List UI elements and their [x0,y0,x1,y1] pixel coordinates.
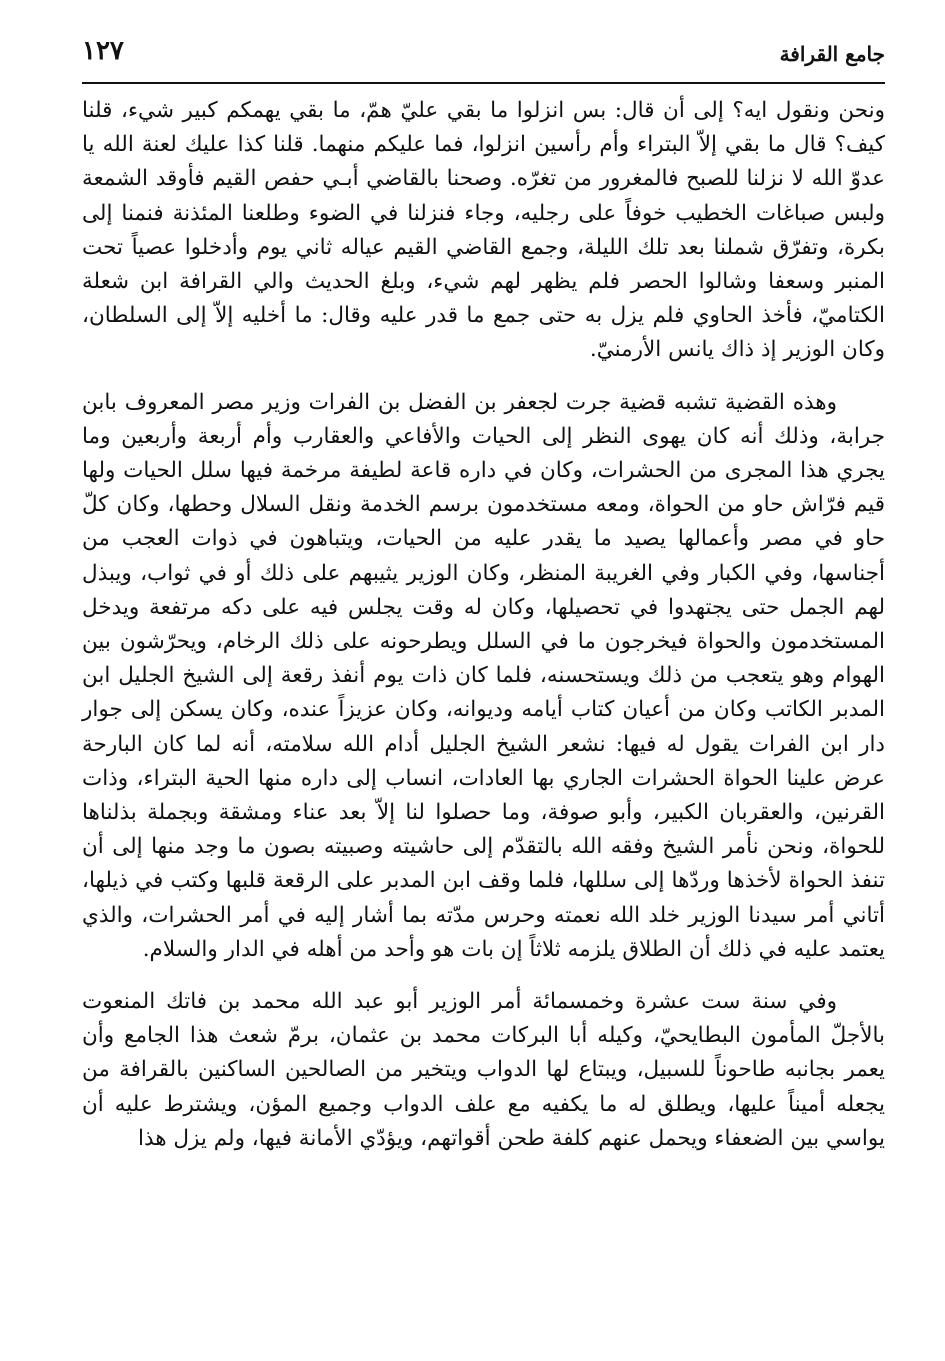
page-header [82,32,885,72]
paragraph: وفي سنة ست عشرة وخمسمائة أمر الوزير أبو عبد الله محمد بن فاتك المنعوت بالأجلّ المأمون البطايحيّ، وكيله أبا البركات محمد بن عثمان، برمّ شعث هذا الجامع وأن يعمر بجانبه طاحوناً للسبيل، ويبتاع لها الدواب ويتخير من الصالحين الساكنين بالقرافة من يجعله أميناً عليها، ويطلق له ما يكفيه مع علف الدواب وجميع المؤن، ويشترط عليه أن يواسي بين الضعفاء ويحمل عنهم كلفة طحن أقواتهم، ويؤدّي الأمانة فيها، ولم يزل هذا [82,989,885,1151]
page-number: ١٢٧ [82,36,124,66]
header-rule [82,82,885,84]
body-text [82,94,885,1156]
paragraph: ونحن ونقول ايه؟ إلى أن قال: بس انزلوا ما بقي عليّ همّ، ما بقي يهمكم كبير شيء، قلنا كيف؟ قال ما بقي إلاّ البتراء وأم رأسين انزلوا، فما عليكم منهما. قلنا كذا عليك لعنة الله يا عدوّ الله لا نزلنا للصبح فالمغرور من تغرّه. وصحنا بالقاضي أبـي حفص القيم فأوقد الشمعة ولبس صباغات الخطيب خوفاً على رجليه، وجاء فنزلنا في الضوء وطلعنا المئذنة فنمنا إلى بكرة، وتفرّق شملنا بعد تلك الليلة، وجمع القاضي القيم عياله ثاني يوم وأدخلوا عصياً تحت المنبر وسعفا وشالوا الحصر فلم يظهر لهم شيء، وبلغ الحديث والي القرافة ابن شعلة الكتاميّ، فأخذ الحاوي فلم يزل به حتى جمع ما قدر عليه وقال: ما أخليه إلاّ إلى السلطان، وكان الوزير إذ ذاك يانس الأرمنيّ. [82,98,885,363]
paragraph: وهذه القضية تشبه قضية جرت لجعفر بن الفضل بن الفرات وزير مصر المعروف بابن جرابة، وذلك أنه كان يهوى النظر إلى الحيات والأفاعي والعقارب وأم أربعة وأربعين وما يجري هذا المجرى من الحشرات، وكان في داره قاعة لطيفة مرخمة فيها سلل الحيات ولها قيم فرّاش حاو من الحواة، ومعه مستخدمون برسم الخدمة ونقل السلال وحطها، وكان كلّ حاو في مصر وأعمالها يصيد ما يقدر عليه من الحيات، ويتباهون في ذوات العجب من أجناسها، وفي الكبار وفي الغريبة المنظر، وكان الوزير يثيبهم على ذلك أو في ثواب، ويبذل لهم الجمل حتى يجتهدوا في تحصيلها، وكان له وقت يجلس فيه على دكه مرتفعة ويدخل المستخدمون والحواة فيخرجون ما في السلل ويطرحونه على ذلك الرخام، ويحرّشون بين الهوام وهو يتعجب من ذلك ويستحسنه، فلما كان ذات يوم أنفذ رقعة إلى الشيخ الجليل ابن المدبر الكاتب وكان من أعيان كتاب أيامه وديوانه، وكان عزيزاً عنده، وكان يسكن إلى جوار دار ابن الفرات يقول له فيها: نشعر الشيخ الجليل أدام الله سلامته، أنه لما كان البارحة عرض علينا الحواة الحشرات الجاري بها العادات، انساب إلى داره منها الحية البتراء، وذات القرنين، والعقربان الكبير، وأبو صوفة، وما حصلوا لنا إلاّ بعد عناء ومشقة وبجملة بذلناها للحواة، ونحن نأمر الشيخ وفقه الله بالتقدّم إلى حاشيته وصبيته بصون ما وجد منها إلى أن تنفذ الحواة لأخذها وردّها إلى سللها، فلما وقف ابن المدبر على الرقعة قلبها وكتب في ذيلها، أتاني أمر سيدنا الوزير خلد الله نعمته وحرس مدّته بما أشار إليه في أمر الحشرات، والذي يعتمد عليه في ذلك أن الطلاق يلزمه ثلاثاً إن بات هو وأحد من أهله في الدار والسلام. [82,389,885,962]
running-title: جامع القرافة [779,42,885,66]
